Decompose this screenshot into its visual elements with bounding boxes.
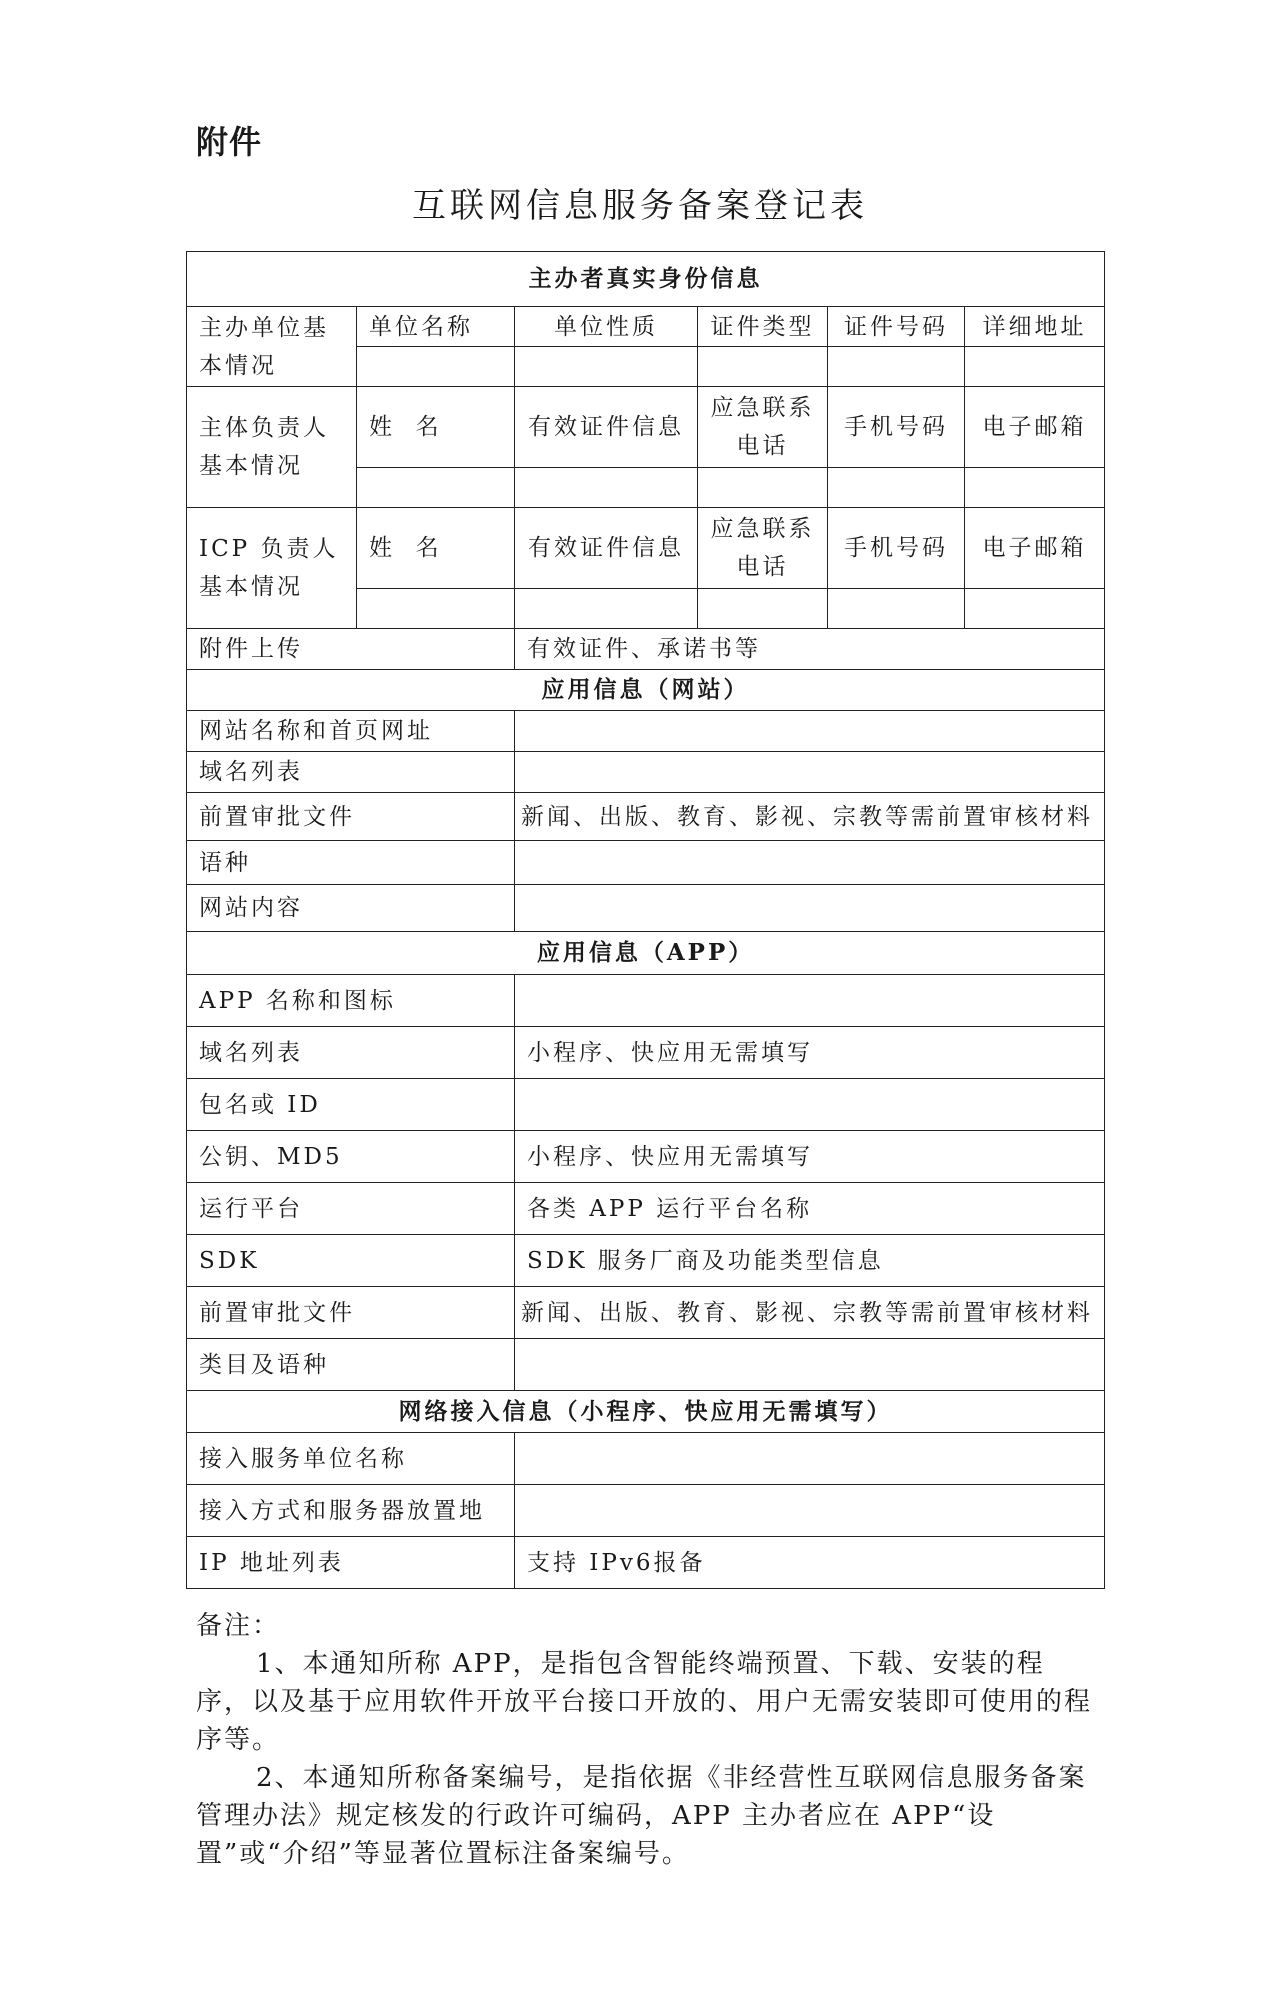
row-label: 公钥、MD5	[187, 1131, 515, 1183]
row-value[interactable]: 小程序、快应用无需填写	[515, 1131, 1105, 1183]
table-row	[187, 1433, 1105, 1485]
section-row	[187, 252, 1105, 307]
row-label: 前置审批文件	[187, 793, 515, 841]
header-cell: 详细地址	[965, 307, 1105, 347]
table-row	[187, 793, 1105, 841]
icp-label: ICP 负责人基本情况	[187, 508, 357, 629]
row-value[interactable]	[515, 1485, 1105, 1537]
table-row	[187, 1183, 1105, 1235]
row-value[interactable]	[515, 752, 1105, 793]
table-row	[187, 1287, 1105, 1339]
row-label: 前置审批文件	[187, 1287, 515, 1339]
header-cell: 有效证件信息	[515, 508, 698, 589]
row-value[interactable]	[515, 841, 1105, 885]
row-label: 接入方式和服务器放置地	[187, 1485, 515, 1537]
attachment-upload-value[interactable]: 有效证件、承诺书等	[515, 629, 1105, 670]
header-cell: 证件号码	[828, 307, 965, 347]
form-title: 互联网信息服务备案登记表	[412, 186, 868, 226]
row-label: 网站名称和首页网址	[187, 711, 515, 752]
row-label: 包名或 ID	[187, 1079, 515, 1131]
row-value[interactable]	[515, 711, 1105, 752]
row-value[interactable]: 新闻、出版、教育、影视、宗教等需前置审核材料	[515, 1287, 1105, 1339]
section-identity: 主办者真实身份信息	[187, 252, 1105, 307]
row-label: APP 名称和图标	[187, 975, 515, 1027]
table-row	[187, 387, 1105, 468]
table-row	[187, 1131, 1105, 1183]
principal-label: 主体负责人基本情况	[187, 387, 357, 508]
header-cell: 单位名称	[357, 307, 515, 347]
table-row	[187, 1339, 1105, 1391]
table-row	[187, 1537, 1105, 1589]
empty-cell[interactable]	[828, 589, 965, 629]
header-cell: 电子邮箱	[965, 387, 1105, 468]
registration-form-table	[186, 251, 1105, 1589]
row-value[interactable]: 新闻、出版、教育、影视、宗教等需前置审核材料	[515, 793, 1105, 841]
empty-cell[interactable]	[698, 589, 828, 629]
table-row	[187, 841, 1105, 885]
header-cell: 单位性质	[515, 307, 698, 347]
table-row	[187, 752, 1105, 793]
row-value[interactable]	[515, 1433, 1105, 1485]
empty-cell[interactable]	[357, 347, 515, 387]
table-row	[187, 629, 1105, 670]
row-label: 网站内容	[187, 885, 515, 932]
header-cell: 姓 名	[357, 387, 515, 468]
table-row	[187, 1079, 1105, 1131]
section-row	[187, 932, 1105, 975]
empty-cell[interactable]	[965, 589, 1105, 629]
table-row	[187, 508, 1105, 589]
section-website: 应用信息（网站）	[187, 670, 1105, 711]
section-app: 应用信息（APP）	[187, 932, 1105, 975]
note-item: 2、本通知所称备案编号，是指依据《非经营性互联网信息服务备案管理办法》规定核发的行政许可编码，APP 主办者应在 APP“设置”或“介绍”等显著位置标注备案编号。	[196, 1763, 1087, 1869]
row-label: SDK	[187, 1235, 515, 1287]
table-row	[187, 307, 1105, 347]
row-value[interactable]: 小程序、快应用无需填写	[515, 1027, 1105, 1079]
header-cell: 有效证件信息	[515, 387, 698, 468]
empty-cell[interactable]	[698, 347, 828, 387]
note-item: 1、本通知所称 APP，是指包含智能终端预置、下载、安装的程序，以及基于应用软件开放平台接口开放的、用户无需安装即可使用的程序等。	[196, 1649, 1093, 1755]
table-row	[187, 1485, 1105, 1537]
row-value[interactable]	[515, 885, 1105, 932]
header-cell: 应急联系电话	[698, 508, 828, 589]
section-network: 网络接入信息（小程序、快应用无需填写）	[187, 1391, 1105, 1433]
row-label: 域名列表	[187, 752, 515, 793]
row-label: 接入服务单位名称	[187, 1433, 515, 1485]
row-label: 类目及语种	[187, 1339, 515, 1391]
header-cell: 电子邮箱	[965, 508, 1105, 589]
row-label: 域名列表	[187, 1027, 515, 1079]
header-cell: 手机号码	[828, 387, 965, 468]
attachment-label: 附件	[196, 123, 263, 161]
empty-cell[interactable]	[515, 468, 698, 508]
row-label: 运行平台	[187, 1183, 515, 1235]
section-row	[187, 1391, 1105, 1433]
header-cell: 证件类型	[698, 307, 828, 347]
table-row	[187, 1027, 1105, 1079]
row-value[interactable]: 支持 IPv6报备	[515, 1537, 1105, 1589]
section-row	[187, 670, 1105, 711]
empty-cell[interactable]	[828, 468, 965, 508]
row-value[interactable]	[515, 1339, 1105, 1391]
empty-cell[interactable]	[965, 468, 1105, 508]
empty-cell[interactable]	[357, 589, 515, 629]
header-cell: 应急联系电话	[698, 387, 828, 468]
table-row	[187, 975, 1105, 1027]
row-label: IP 地址列表	[187, 1537, 515, 1589]
attachment-upload-label: 附件上传	[187, 629, 515, 670]
empty-cell[interactable]	[828, 347, 965, 387]
header-cell: 姓 名	[357, 508, 515, 589]
empty-cell[interactable]	[515, 347, 698, 387]
row-value[interactable]: SDK 服务厂商及功能类型信息	[515, 1235, 1105, 1287]
header-cell: 手机号码	[828, 508, 965, 589]
row-value[interactable]	[515, 1079, 1105, 1131]
notes-heading: 备注：	[196, 1611, 281, 1641]
empty-cell[interactable]	[357, 468, 515, 508]
table-row	[187, 1235, 1105, 1287]
table-row	[187, 885, 1105, 932]
sponsor-label: 主办单位基本情况	[187, 307, 357, 387]
empty-cell[interactable]	[515, 589, 698, 629]
row-label: 语种	[187, 841, 515, 885]
empty-cell[interactable]	[965, 347, 1105, 387]
row-value[interactable]	[515, 975, 1105, 1027]
empty-cell[interactable]	[698, 468, 828, 508]
table-row	[187, 711, 1105, 752]
notes	[196, 1607, 1096, 1873]
row-value[interactable]: 各类 APP 运行平台名称	[515, 1183, 1105, 1235]
